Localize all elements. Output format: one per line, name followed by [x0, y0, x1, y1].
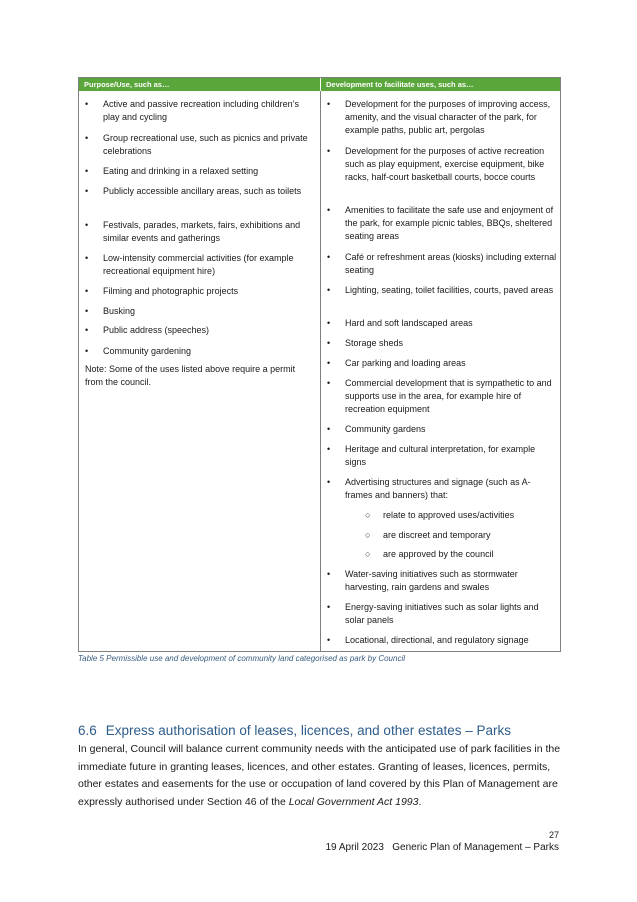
list-item: Amenities to facilitate the safe use and enjoyment of the park, for example picnic tables, BBQs, sheltered seating areas	[345, 205, 554, 241]
table-header-development: Development to facilitate uses, such as…	[320, 78, 560, 91]
list-item: Locational, directional, and regulatory signage	[345, 635, 529, 645]
list-item: Energy-saving initiatives such as solar lights and solar panels	[345, 602, 539, 625]
bullet-icon: •	[327, 444, 331, 454]
bullet-icon: •	[327, 252, 331, 262]
bullet-icon: •	[85, 99, 89, 109]
page-number: 27	[548, 830, 559, 840]
list-item: Publicly accessible ancillary areas, such as toilets	[103, 186, 302, 196]
bullet-icon: •	[85, 186, 89, 196]
list-item: Commercial development that is sympathetic to and supports use in the area, for example hire of recreation equipment	[345, 378, 552, 414]
list-item: Filming and photographic projects	[103, 286, 239, 296]
bullet-icon: •	[327, 99, 331, 109]
table-caption: Table 5 Permissible use and development of community land categorised as park by Council	[78, 654, 405, 663]
bullet-icon: •	[85, 253, 89, 263]
bullet-icon: •	[85, 166, 89, 176]
table-header-purpose: Purpose/Use, such as…	[79, 78, 320, 91]
bullet-icon: •	[327, 338, 331, 348]
section-body	[78, 741, 564, 811]
footer-date: 19 April 2023	[325, 842, 384, 853]
act-name: Local Government Act 1993	[288, 795, 419, 808]
bullet-icon: •	[327, 569, 331, 579]
list-item: Community gardening	[103, 346, 192, 356]
list-item: Café or refreshment areas (kiosks) including external seating	[345, 252, 557, 275]
bullet-icon: •	[85, 133, 89, 143]
bullet-icon: •	[85, 325, 89, 335]
list-item: Development for the purposes of active recreation such as play equipment, exercise equipment, bike racks, half-court basketball courts, bocce courts	[345, 146, 545, 182]
bullet-icon: •	[85, 220, 89, 230]
bullet-icon: •	[327, 378, 331, 388]
bullet-icon: •	[327, 424, 331, 434]
body-text-end: .	[418, 795, 422, 808]
list-item: Storage sheds	[345, 338, 404, 348]
list-item: Lighting, seating, toilet facilities, courts, paved areas	[345, 285, 554, 295]
list-item: Water-saving initiatives such as stormwater harvesting, rain gardens and swales	[345, 569, 518, 592]
list-item: Active and passive recreation including children’s play and cycling	[103, 99, 299, 122]
bullet-icon: •	[327, 318, 331, 328]
list-item: Eating and drinking in a relaxed setting	[103, 166, 259, 176]
bullet-icon: •	[327, 635, 331, 645]
section-title: Express authorisation of leases, licences, and other estates – Parks	[105, 723, 511, 738]
sub-list-item: are discreet and temporary	[383, 530, 491, 540]
bullet-icon: •	[327, 602, 331, 612]
section-heading	[78, 723, 511, 738]
permit-note: Note: Some of the uses listed above require a permit from the council.	[85, 364, 296, 387]
list-item: Busking	[103, 306, 136, 316]
bullet-icon: •	[327, 285, 331, 295]
list-item: Public address (speeches)	[103, 325, 210, 335]
use-table	[78, 77, 561, 652]
sub-list-item: are approved by the council	[383, 549, 494, 559]
circle-bullet-icon: ○	[365, 549, 371, 559]
list-item: Car parking and loading areas	[345, 358, 466, 368]
bullet-icon: •	[85, 346, 89, 356]
footer-doc-title: Generic Plan of Management – Parks	[392, 842, 559, 853]
column-divider	[320, 91, 321, 651]
list-item: Community gardens	[345, 424, 426, 434]
section-number: 6.6	[78, 723, 97, 738]
footer	[326, 842, 560, 853]
bullet-icon: •	[327, 205, 331, 215]
list-item: Group recreational use, such as picnics and private celebrations	[103, 133, 308, 156]
bullet-icon: •	[327, 358, 331, 368]
list-item: Low-intensity commercial activities (for example recreational equipment hire)	[103, 253, 294, 276]
body-text: In general, Council will balance current community needs with the anticipated use of park facilities in the immediate future in granting leases, licences, and other estates. Granting of leases, licences, permits, other estates and easements for the use or occupation of land covered by this Plan of Management are expressly authorised under Section 46 of the	[78, 743, 561, 808]
list-item: Advertising structures and signage (such as A-frames and banners) that:	[345, 477, 531, 500]
list-item: Development for the purposes of improving access, amenity, and the visual character of the park, for example paths, public art, pergolas	[345, 99, 551, 135]
bullet-icon: •	[85, 306, 89, 316]
circle-bullet-icon: ○	[365, 530, 371, 540]
bullet-icon: •	[327, 146, 331, 156]
circle-bullet-icon: ○	[365, 510, 371, 520]
bullet-icon: •	[85, 286, 89, 296]
list-item: Hard and soft landscaped areas	[345, 318, 473, 328]
list-item: Festivals, parades, markets, fairs, exhibitions and similar events and gatherings	[103, 220, 301, 243]
bullet-icon: •	[327, 477, 331, 487]
list-item: Heritage and cultural interpretation, for example signs	[345, 444, 536, 467]
sub-list-item: relate to approved uses/activities	[383, 510, 515, 520]
